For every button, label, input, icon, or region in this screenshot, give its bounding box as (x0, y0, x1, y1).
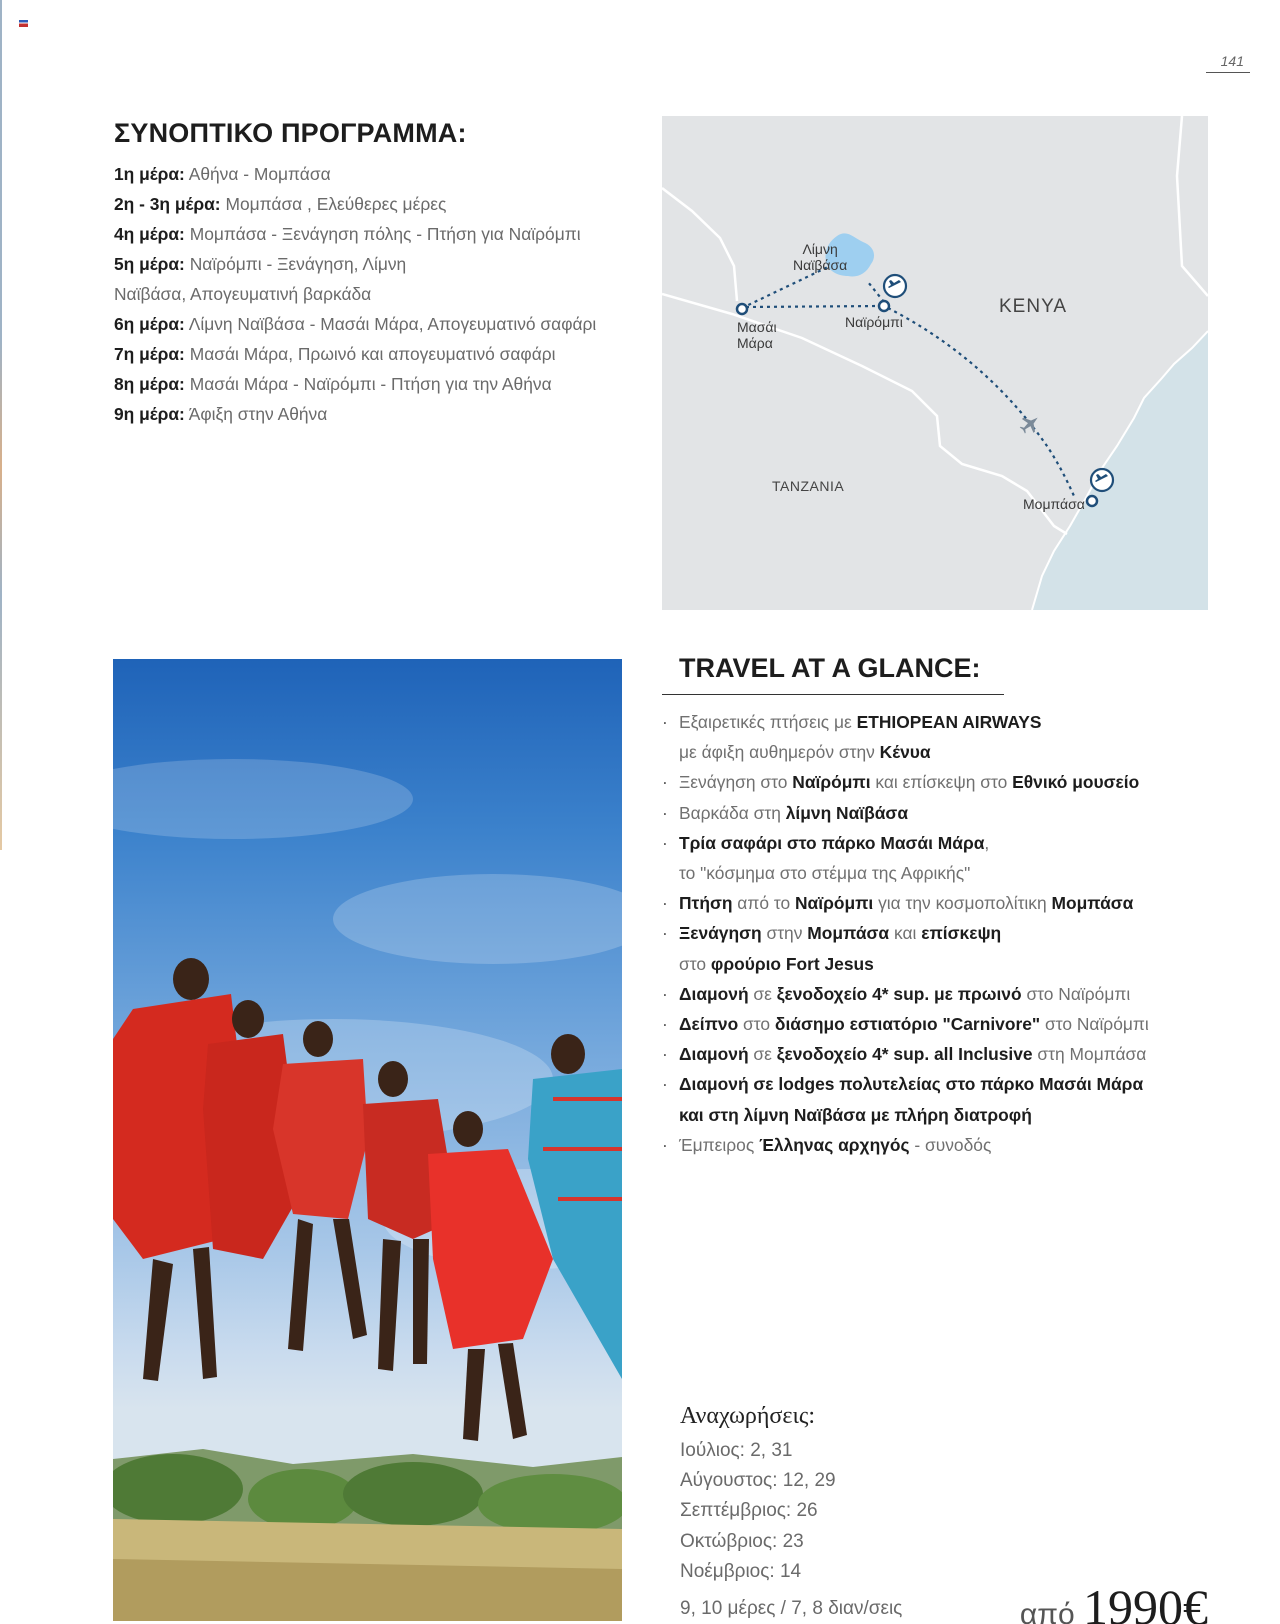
label-masai-line1: Μασάι (737, 319, 777, 335)
departure-month: Ιούλιος: 2, 31 (680, 1440, 793, 1461)
border-northeast (1177, 116, 1208, 296)
label-tanzania: TANZANIA (772, 478, 845, 494)
bullet-icon: · (662, 1134, 668, 1155)
glance-item (662, 767, 1222, 797)
program-day-label: 5η μέρα: (114, 254, 185, 274)
figure-3 (273, 1021, 368, 1351)
route-nairobi-lake (868, 282, 884, 302)
program-day-text: Μομπάσα , Ελεύθερες μέρες (225, 194, 447, 214)
bullet-icon: · (662, 712, 668, 732)
glance-item-text: Διαμονή σε ξενοδοχείο 4* sup. all Inclusive στη Μομπάσα (679, 1044, 1147, 1065)
program-day-text: Μομπάσα - Ξενάγηση πόλης - Πτήση για Ναϊρόμπι (189, 224, 581, 244)
glance-item (662, 828, 1222, 888)
glance-item (662, 707, 1222, 767)
label-masai-mara (737, 319, 777, 351)
program-day (114, 369, 624, 399)
glance-item (662, 979, 1222, 1009)
program-section (114, 118, 624, 429)
program-day-text: Μασάι Μάρα, Πρωινό και απογευματινό σαφάρι (189, 344, 556, 364)
departure-month: Οκτώβριος: 23 (680, 1530, 804, 1552)
program-day-label: 2η - 3η μέρα: (114, 194, 221, 214)
bullet-icon: · (662, 923, 668, 944)
program-day (114, 219, 624, 249)
bullet-icon: · (662, 772, 668, 793)
glance-item-text: Εξαιρετικές πτήσεις με ETHIOPEAN AIRWAYS με άφιξη αυθημερόν στην Κένυα (679, 712, 1042, 763)
glance-item (662, 798, 1222, 828)
label-masai-line2: Μάρα (737, 335, 773, 351)
glance-item-text: Τρία σαφάρι στο πάρκο Μασάι Μάρα, το "κόσμημα στο στέμμα της Αφρικής" (679, 832, 990, 884)
label-kenya: KENYA (999, 296, 1068, 317)
glance-item (662, 1009, 1222, 1039)
program-day-label: 1η μέρα: (114, 164, 185, 184)
border-kenya-tanzania (662, 294, 1067, 534)
glance-title-rule (662, 694, 1004, 695)
route-map (662, 116, 1208, 610)
stop-mombasa (1087, 496, 1097, 506)
glance-item-text: Ξενάγηση στο Ναϊρόμπι και επίσκεψη στο Εθνικό μουσείο (679, 772, 1140, 793)
bullet-icon: · (662, 1074, 668, 1095)
program-day-text: Ναϊρόμπι - Ξενάγηση, Λίμνη (189, 254, 407, 274)
departure-month: Σεπτέμβριος: 26 (680, 1500, 818, 1522)
departures-section (680, 1403, 1040, 1587)
departures-title: Αναχωρήσεις: (680, 1403, 816, 1429)
photo-graphic (113, 659, 622, 1621)
price-prefix: από (1019, 1598, 1075, 1624)
label-mombasa: Μομπάσα (1023, 496, 1085, 512)
price-amount: 1990€ (1083, 1579, 1208, 1624)
trip-duration: 9, 10 μέρες / 7, 8 διαν/σεις (680, 1598, 903, 1619)
label-lake-line2: Ναϊβάσα (793, 257, 848, 273)
program-list (114, 159, 624, 429)
stop-nairobi (879, 301, 889, 311)
edge-strip (0, 0, 2, 850)
program-day-text: Ναϊβάσα, Απογευματινή βαρκάδα (114, 284, 372, 304)
glance-item (662, 888, 1222, 918)
program-day-label: 7η μέρα: (114, 344, 185, 364)
program-day (114, 309, 624, 339)
bullet-icon: · (662, 893, 668, 914)
glance-item-text: Πτήση από το Ναϊρόμπι για την κοσμοπολίτικη Μομπάσα (679, 893, 1134, 914)
glance-item-text: Έμπειρος Έλληνας αρχηγός - συνοδός (679, 1134, 992, 1155)
airport-icon-mombasa (1091, 469, 1113, 491)
glance-item (662, 1069, 1222, 1129)
program-day-continuation (114, 279, 624, 309)
glance-title: TRAVEL AT A GLANCE: (679, 653, 981, 683)
label-nairobi: Ναϊρόμπι (845, 314, 903, 330)
stop-masai (737, 304, 747, 314)
program-day-text: Άφιξη στην Αθήνα (188, 404, 328, 424)
program-day-text: Αθήνα - Μομπάσα (188, 164, 331, 184)
program-title: ΣΥΝΟΠΤΙΚΟ ΠΡΟΓΡΑΜΜΑ: (114, 118, 467, 148)
price-block (1020, 1578, 1208, 1624)
map-graphic (662, 116, 1208, 610)
program-day-label: 6η μέρα: (114, 314, 185, 334)
glance-item (662, 918, 1222, 978)
program-day-text: Λίμνη Ναϊβάσα - Μασάι Μάρα, Απογευματινό σαφάρι (188, 314, 597, 334)
figure-6 (528, 1034, 622, 1379)
program-day (114, 399, 624, 429)
flag-icon (19, 20, 28, 27)
page-number-rule (1206, 72, 1250, 73)
glance-item-text: Διαμονή σε lodges πολυτελείας στο πάρκο Μασάι Μάρα και στη λίμνη Ναϊβάσα με πλήρη διατροφή (679, 1074, 1144, 1125)
glance-item-text: Δείπνο στο διάσημο εστιατόριο "Carnivore" στο Ναϊρόμπι (679, 1014, 1149, 1035)
label-lake-line1: Λίμνη (802, 241, 838, 257)
program-day (114, 249, 624, 279)
program-day-text: Μασάι Μάρα - Ναϊρόμπι - Πτήση για την Αθήνα (189, 374, 552, 394)
glance-item-text: Διαμονή σε ξενοδοχείο 4* sup. με πρωινό στο Ναϊρόμπι (679, 983, 1131, 1004)
glance-section (662, 653, 1222, 1160)
label-lake-naivasha (793, 241, 847, 273)
program-day (114, 189, 624, 219)
plane-icon (1017, 411, 1044, 438)
glance-item-text: Βαρκάδα στη λίμνη Ναϊβάσα (679, 802, 909, 823)
glance-item (662, 1039, 1222, 1069)
ocean-shape (1032, 331, 1208, 610)
bullet-icon: · (662, 983, 668, 1004)
bullet-icon: · (662, 832, 668, 853)
program-day-label: 8η μέρα: (114, 374, 185, 394)
border-west (662, 188, 737, 301)
program-day-label: 9η μέρα: (114, 404, 185, 424)
program-day (114, 159, 624, 189)
bullet-icon: · (662, 1014, 668, 1035)
bullet-icon: · (662, 1044, 668, 1065)
departure-month: Νοέμβριος: 14 (680, 1560, 802, 1582)
program-day (114, 339, 624, 369)
glance-item-text: Ξενάγηση στην Μομπάσα και επίσκεψη στο φρούριο Fort Jesus (679, 923, 1002, 974)
maasai-jumping-photo (113, 659, 622, 1621)
glance-list (662, 707, 1222, 1160)
program-day-label: 4η μέρα: (114, 224, 185, 244)
route-masai-nairobi (746, 306, 880, 307)
bullet-icon: · (662, 802, 668, 823)
page-number: 141 (1220, 53, 1244, 69)
glance-item (662, 1130, 1222, 1160)
departure-month: Αύγουστος: 12, 29 (680, 1470, 836, 1492)
airport-icon-nairobi (884, 275, 906, 297)
route-nairobi-mombasa (888, 308, 1074, 496)
